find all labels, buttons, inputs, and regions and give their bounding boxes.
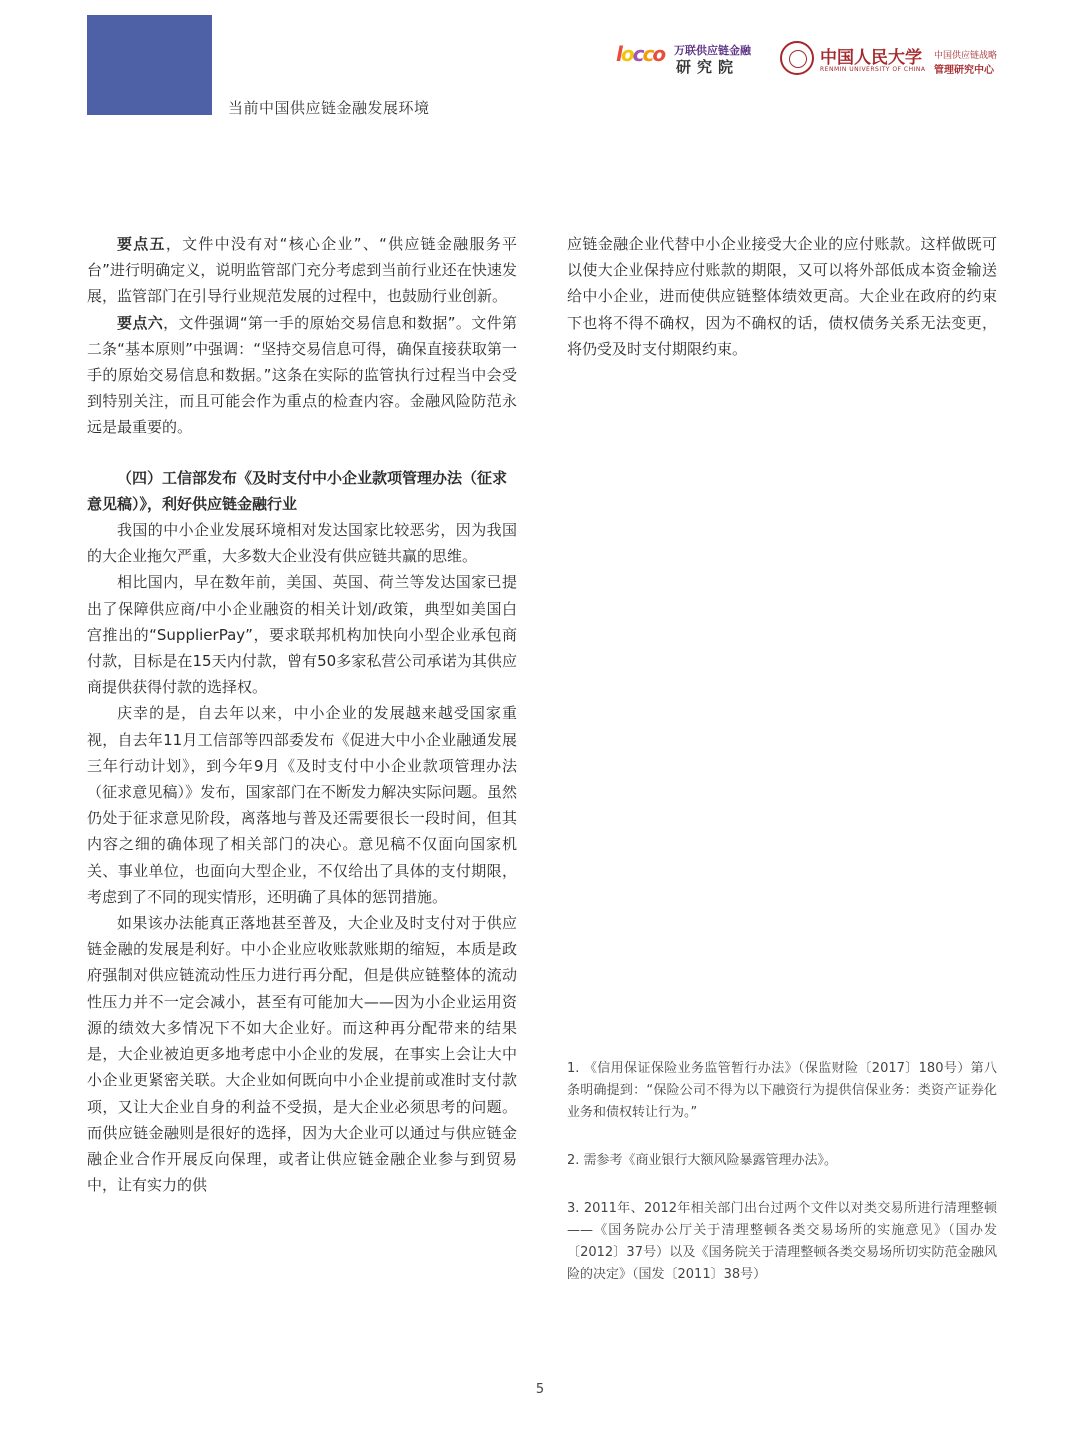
research-center-line2: 管理研究中心 xyxy=(934,65,994,76)
renmin-logo-en: RENMIN UNIVERSITY OF CHINA xyxy=(820,66,926,73)
footnote-3: 3. 2011年、2012年相关部门出台过两个文件以对类交易所进行清理整顿——《国务院办公厅关于清理整顿各类交易场所的实施意见》（国办发〔2012〕37号）以及《国务院关于清理整顿各类交易场所切实防范金融风险的决定》（国发〔2011〕38号） xyxy=(567,1201,997,1282)
body-paragraph: 庆幸的是，自去年以来，中小企业的发展越来越受国家重视，自去年11月工信部等四部委发布《促进大中小企业融通发展三年行动计划》，到今年9月《及时支付中小企业款项管理办法（征求意见稿）》发布，国家部门在不断发力解决实际问题。虽然仍处于征求意见阶段，离落地与普及还需要很长一段时间，但其内容之细的确体现了相关部门的决心。意见稿不仅面向国家机关、事业单位，也面向大型企业，不仅给出了具体的支付期限，考虑到了不同的现实情形，还明确了具体的惩罚措施。 xyxy=(87,704,517,906)
renmin-seal-icon xyxy=(780,41,814,75)
right-column xyxy=(567,231,997,362)
point-five-text: ，文件中没有对“核心企业”、“供应链金融服务平台”进行明确定义，说明监管部门充分考虑到当前行业还在快速发展，监管部门在引导行业规范发展的过程中，也鼓励行业创新。 xyxy=(87,235,517,306)
point-five-lead: 要点五 xyxy=(117,235,166,253)
body-paragraph: 如果该办法能真正落地甚至普及，大企业及时支付对于供应链金融的发展是利好。中小企业应收账款账期的缩短，本质是政府强制对供应链流动性压力进行再分配，但是供应链整体的流动性压力并不一定会减小，甚至有可能加大——因为小企业运用资源的绩效大多情况下不如大企业好。而这种再分配带来的结果是，大企业被迫更多地考虑中小企业的发展，在事实上会让大中小企业更紧密关联。大企业如何既向中小企业提前或准时支付款项，又让大企业自身的利益不受损，是大企业必须思考的问题。而供应链金融则是很好的选择，因为大企业可以通过与供应链金融企业合作开展反向保理，或者让供应链金融企业参与到贸易中，让有实力的供 xyxy=(87,914,517,1195)
page-number: 5 xyxy=(535,1382,545,1397)
renmin-university-logo xyxy=(778,40,928,80)
research-center-logo xyxy=(934,48,997,76)
section-heading: （四）工信部发布《及时支付中小企业款项管理办法（征求意见稿）》，利好供应链金融行业 xyxy=(87,468,508,513)
body-paragraph: 我国的中小企业发展环境相对发达国家比较恶劣，因为我国的大企业拖欠严重，大多数大企业没有供应链共赢的思维。 xyxy=(87,521,517,566)
wanlian-mark-icon: locco xyxy=(616,42,665,66)
point-six-lead: 要点六 xyxy=(117,313,164,332)
body-paragraph-continued: 应链金融企业代替中小企业接受大企业的应付账款。这样做既可以使大企业保持应付账款的期限，又可以将外部低成本资金输送给中小企业，进而使供应链整体绩效更高。大企业在政府的约束下也将不得不确权，因为不确权的话，债权债务关系无法变更，将仍受及时支付期限约束。 xyxy=(567,235,997,358)
point-six-text: ，文件强调“第一手的原始交易信息和数据”。文件第二条“基本原则”中强调：“坚持交易信息可得，确保直接获取第一手的原始交易信息和数据。”这条在实际的监管执行过程当中会受到特别关注，而且可能会作为重点的检查内容。金融风险防范永远是最重要的。 xyxy=(87,313,517,437)
wanlian-logo-line1: 万联供应链金融 xyxy=(674,44,751,57)
footnote-2: 2. 需参考《商业银行大额风险暴露管理办法》。 xyxy=(567,1153,838,1168)
footnote-1: 1. 《信用保证保险业务监管暂行办法》（保监财险〔2017〕180号）第八条明确提到：“保险公司不得为以下融资行为提供信保业务：类资产证券化业务和债权转让行为。” xyxy=(567,1061,997,1120)
section-title: 当前中国供应链金融发展环境 xyxy=(228,99,430,117)
paragraph-point-six xyxy=(87,310,517,441)
body-paragraph: 相比国内，早在数年前，美国、英国、荷兰等发达国家已提出了保障供应商/中小企业融资的相关计划/政策，典型如美国白宫推出的“SupplierPay”，要求联邦机构加快向小型企业承包商付款，目标是在15天内付款，曾有50多家私营公司承诺为其供应商提供获得付款的选择权。 xyxy=(87,573,517,697)
footnotes xyxy=(567,1058,997,1312)
header-logos xyxy=(612,40,1012,80)
left-column xyxy=(87,231,517,1198)
wanlian-logo xyxy=(612,40,762,80)
paragraph-point-five xyxy=(87,231,517,310)
corner-color-block xyxy=(87,15,212,115)
wanlian-logo-line2: 研究院 xyxy=(676,58,740,76)
research-center-line1: 中国供应链战略 xyxy=(934,51,998,61)
renmin-logo-cn: 中国人民大学 xyxy=(820,48,922,68)
